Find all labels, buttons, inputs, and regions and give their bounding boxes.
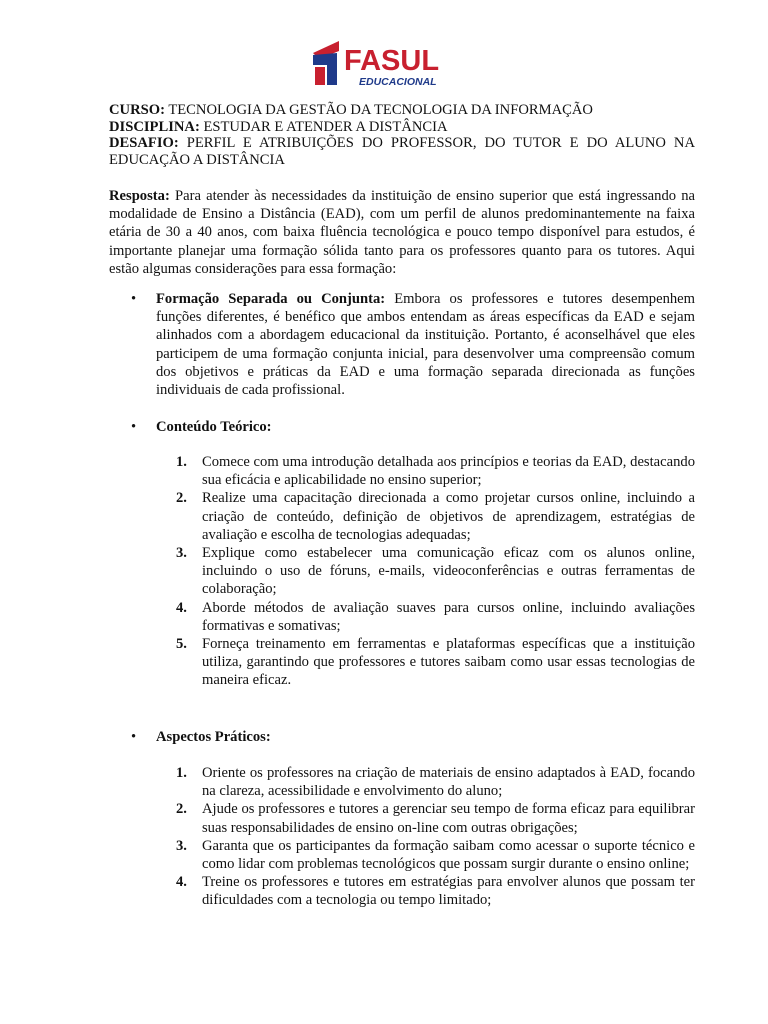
list-item-number: 2. [176,801,187,818]
desafio-label: DESAFIO: [109,135,179,151]
list-item-text: Oriente os professores na criação de materiais de ensino adaptados à EAD, focando na clareza, acessibilidade e envolvimento do aluno; [202,765,695,800]
list-item-text: Treine os professores e tutores em estratégias para envolver alunos que possam ter dificuldades com a tecnologia ou tempo limitado; [202,874,695,909]
section-title: Conteúdo Teórico: [156,419,272,435]
answer-label: Resposta: [109,188,170,204]
desafio-value: PERFIL E ATRIBUIÇÕES DO PROFESSOR, DO TUTOR E DO ALUNO NA EDUCAÇÃO A DISTÂNCIA [109,135,695,168]
logo-emblem-red [315,67,325,85]
desafio-line [109,135,695,168]
section-conteudo-teorico [131,418,695,436]
list-item-number: 4. [176,599,187,616]
list-item-number: 2. [176,490,187,507]
section-title: Aspectos Práticos: [156,729,271,745]
list-item-number: 1. [176,765,187,781]
list-item-text: Garanta que os participantes da formação saibam como acessar o suporte técnico e como lidar com problemas tecnológicos que possam surgir durante o ensino online; [202,837,695,873]
bullet-icon: • [131,729,137,745]
list-item-text: Comece com uma introdução detalhada aos princípios e teorias da EAD, destacando sua eficácia e aplicabilidade no ensino superior; [202,454,695,489]
section-formacao [131,290,695,399]
list-item-number: 5. [176,636,187,653]
list-item [176,837,695,873]
disciplina-value: ESTUDAR E ATENDER A DISTÂNCIA [203,118,448,135]
list-item-text: Aborde métodos de avaliação suaves para cursos online, incluindo avaliações formativas e somativas; [202,599,695,634]
list-item [176,800,695,836]
list-item [176,599,695,635]
list-item [176,764,695,800]
list-item [176,635,695,690]
section-aspectos-praticos [131,728,695,746]
list-item [176,873,695,909]
bullet-icon: • [131,419,137,435]
section-text: Embora os professores e tutores desempenhem funções diferentes, é benéfico que ambos entendam as áreas específicas da EAD e sejam alinhados com a abordagem educacional da instituição. Portanto, é aconselhável que eles participem de uma formação conjunta inicial, para desenvolver uma compreensão comum dos objetivos e práticas da EAD e uma formação separada direcionada as funções individuais de cada profissional. [156,291,696,399]
fasul-logo-graphic [309,41,457,91]
list-item-text: Ajude os professores e tutores a gerenciar seu tempo de forma eficaz para equilibrar suas responsabilidades de ensino on-line com outras obrigações; [202,801,695,836]
logo-brand-text: FASUL [344,45,440,77]
list-item-text: Realize uma capacitação direcionada a como projetar cursos online, incluindo a criação de conteúdo, definição de objetivos de aprendizagem, estratégias de avaliação e escolha de tecnologias adequadas; [202,490,695,543]
curso-value: TECNOLOGIA DA GESTÃO DA TECNOLOGIA DA INFORMAÇÃO [168,102,593,118]
bullet-icon: • [131,291,137,307]
list-item-text: Explique como estabelecer uma comunicação eficaz com os alunos online, incluindo o uso de fóruns, e-mails, videoconferências e outras ferramentas de colaboração; [202,545,695,598]
fasul-logo [309,41,457,91]
course-header [109,102,695,168]
list-item [176,489,695,544]
disciplina-label: DISCIPLINA: [109,118,200,135]
list-item [176,453,695,489]
section-title: Formação Separada ou Conjunta: [156,291,386,307]
logo-tagline-text: EDUCACIONAL [359,76,437,88]
aspectos-praticos-list [176,764,695,910]
list-item-number: 1. [176,454,187,470]
conteudo-teorico-list [176,453,695,690]
answer-paragraph [109,187,695,278]
list-item-number: 3. [176,545,187,562]
list-item-number: 4. [176,874,187,891]
curso-line [109,102,695,119]
curso-label: CURSO: [109,102,165,118]
list-item-number: 3. [176,837,187,854]
answer-text: Para atender às necessidades da instituição de ensino superior que está ingressando na modalidade de Ensino a Distância (EAD), com um perfil de alunos predominantemente na faixa etária de 30 a 40 anos, com baixa fluência tecnológica e pouco tempo disponível para estudos, é importante planejar uma formação sólida tanto para os professores quanto para os tutores. Aqui estão algumas considerações para essa formação: [109,188,695,277]
disciplina-line [109,119,695,136]
list-item-text: Forneça treinamento em ferramentas e plataformas específicas que a instituição utiliza, garantindo que professores e tutores saibam como usar essas tecnologias de maneira eficaz. [202,636,695,689]
list-item [176,544,695,599]
